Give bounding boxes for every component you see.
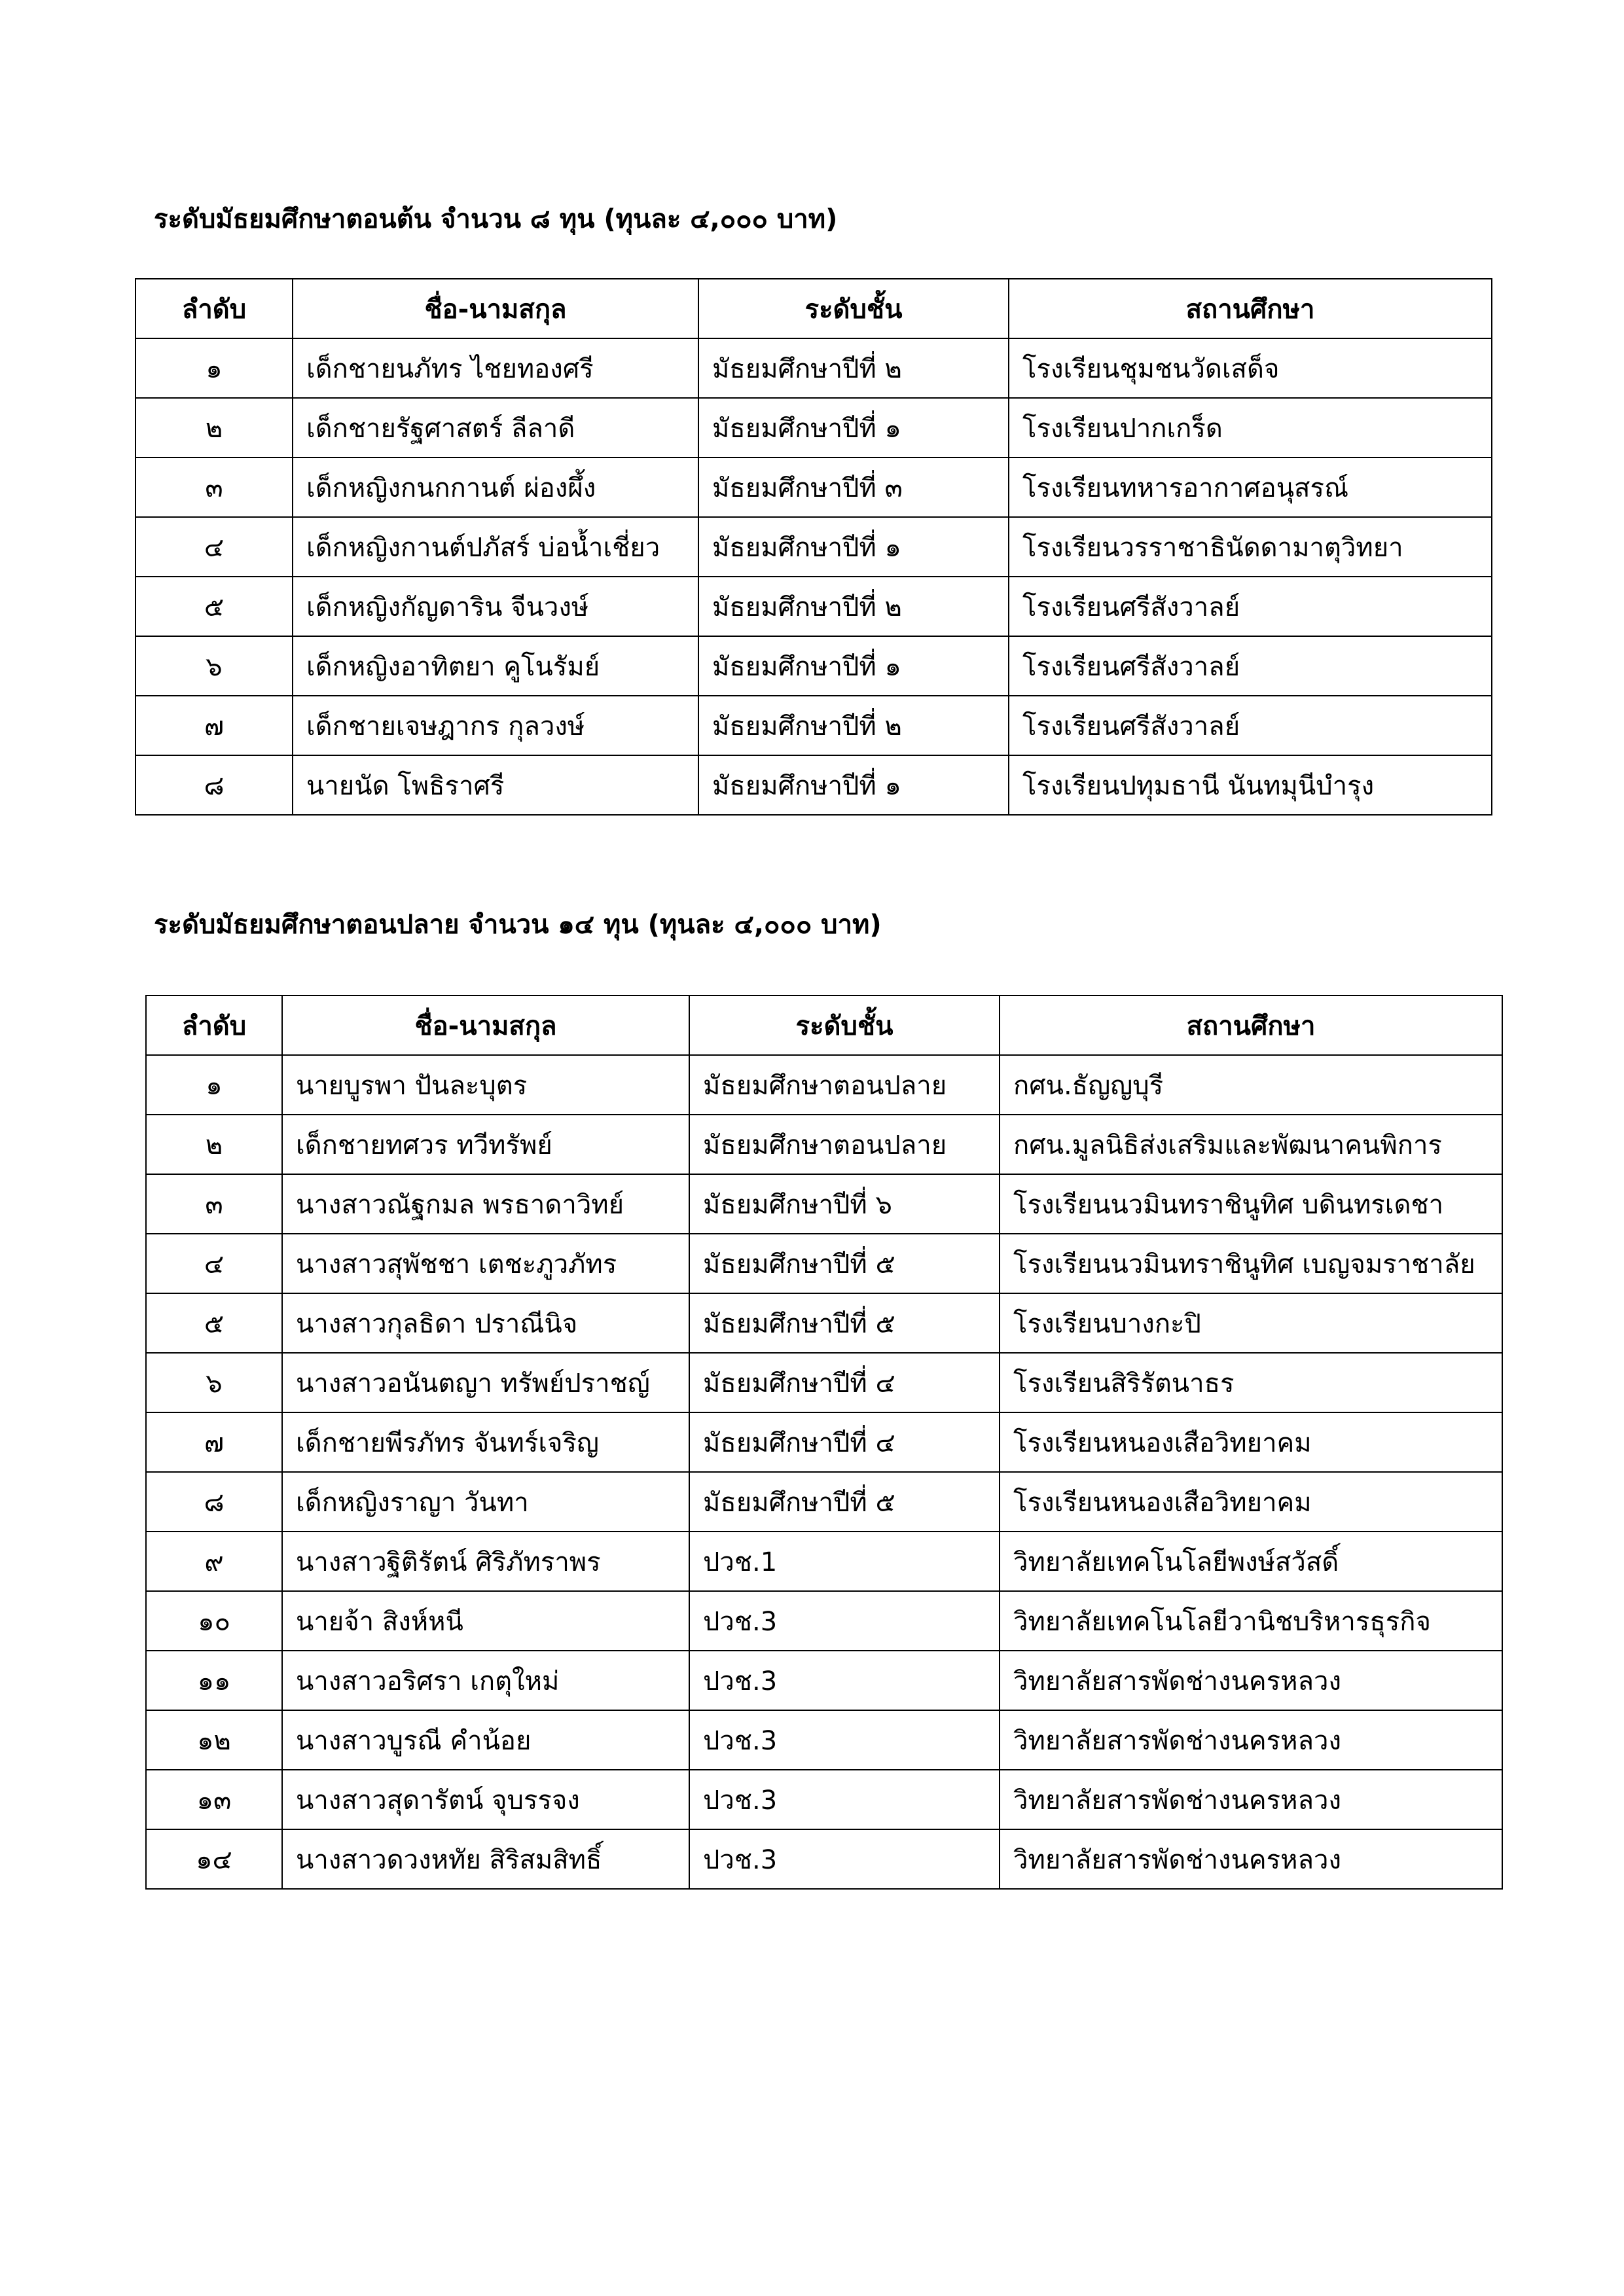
cell-name: เด็กชายเจษฎากร กุลวงษ์ <box>293 696 698 755</box>
cell-order: ๕ <box>135 577 293 636</box>
cell-name: นางสาวกุลธิดา ปราณีนิจ <box>282 1293 689 1353</box>
cell-order: ๕ <box>146 1293 282 1353</box>
cell-grade: มัธยมศึกษาปีที่ ๑ <box>698 755 1009 815</box>
cell-grade: มัธยมศึกษาปีที่ ๔ <box>689 1412 1000 1472</box>
header-name: ชื่อ-นามสกุล <box>293 279 698 338</box>
cell-name: นางสาวอนันตญา ทรัพย์ปราชญ์ <box>282 1353 689 1412</box>
cell-school: กศน.มูลนิธิส่งเสริมและพัฒนาคนพิการ <box>1000 1115 1502 1174</box>
cell-order: ๘ <box>135 755 293 815</box>
header-school: สถานศึกษา <box>1000 996 1502 1055</box>
cell-order: ๑๓ <box>146 1770 282 1829</box>
cell-grade: มัธยมศึกษาปีที่ ๕ <box>689 1234 1000 1293</box>
table-row <box>146 1829 1502 1889</box>
cell-order: ๒ <box>146 1115 282 1174</box>
table-row <box>146 1710 1502 1770</box>
cell-school: โรงเรียนหนองเสือวิทยาคม <box>1000 1472 1502 1532</box>
table-body <box>135 338 1492 815</box>
cell-school: วิทยาลัยเทคโนโลยีวานิชบริหารธุรกิจ <box>1000 1591 1502 1651</box>
header-order: ลำดับ <box>146 996 282 1055</box>
table-row <box>146 1412 1502 1472</box>
cell-order: ๑๔ <box>146 1829 282 1889</box>
cell-name: นายจ้า สิงห์หนี <box>282 1591 689 1651</box>
cell-school: โรงเรียนบางกะปิ <box>1000 1293 1502 1353</box>
cell-order: ๒ <box>135 398 293 457</box>
header-order: ลำดับ <box>135 279 293 338</box>
table-row <box>146 1293 1502 1353</box>
cell-grade: มัธยมศึกษาปีที่ ๕ <box>689 1293 1000 1353</box>
cell-school: โรงเรียนปากเกร็ด <box>1009 398 1492 457</box>
cell-school: วิทยาลัยสารพัดช่างนครหลวง <box>1000 1829 1502 1889</box>
header-school: สถานศึกษา <box>1009 279 1492 338</box>
cell-school: กศน.ธัญญบุรี <box>1000 1055 1502 1115</box>
cell-grade: มัธยมศึกษาปีที่ ๑ <box>698 517 1009 577</box>
cell-grade: มัธยมศึกษาปีที่ ๒ <box>698 577 1009 636</box>
cell-order: ๑ <box>135 338 293 398</box>
cell-name: เด็กหญิงกัญดาริน จีนวงษ์ <box>293 577 698 636</box>
cell-name: นางสาวสุพัชชา เตชะภูวภัทร <box>282 1234 689 1293</box>
cell-grade: ปวช.3 <box>689 1651 1000 1710</box>
cell-name: นายนัด โพธิราศรี <box>293 755 698 815</box>
cell-grade: มัธยมศึกษาตอนปลาย <box>689 1115 1000 1174</box>
table-row <box>135 398 1492 457</box>
cell-school: วิทยาลัยเทคโนโลยีพงษ์สวัสดิ์ <box>1000 1532 1502 1591</box>
table-row <box>135 338 1492 398</box>
cell-school: โรงเรียนทหารอากาศอนุสรณ์ <box>1009 457 1492 517</box>
table-header-row <box>135 279 1492 338</box>
cell-school: โรงเรียนสิริรัตนาธร <box>1000 1353 1502 1412</box>
cell-name: เด็กชายทศวร ทวีทรัพย์ <box>282 1115 689 1174</box>
table-row <box>135 636 1492 696</box>
cell-school: วิทยาลัยสารพัดช่างนครหลวง <box>1000 1770 1502 1829</box>
cell-name: เด็กชายพีรภัทร จันทร์เจริญ <box>282 1412 689 1472</box>
table-row <box>146 1651 1502 1710</box>
cell-order: ๑๑ <box>146 1651 282 1710</box>
table-row <box>146 1353 1502 1412</box>
table-row <box>135 755 1492 815</box>
cell-grade: ปวช.3 <box>689 1591 1000 1651</box>
cell-grade: มัธยมศึกษาปีที่ ๖ <box>689 1174 1000 1234</box>
header-grade: ระดับชั้น <box>698 279 1009 338</box>
cell-school: โรงเรียนหนองเสือวิทยาคม <box>1000 1412 1502 1472</box>
table-row <box>146 1174 1502 1234</box>
cell-name: เด็กหญิงกานต์ปภัสร์ บ่อน้ำเชี่ยว <box>293 517 698 577</box>
cell-school: โรงเรียนนวมินทราชินูทิศ บดินทรเดชา <box>1000 1174 1502 1234</box>
cell-name: เด็กหญิงกนกกานต์ ผ่องผึ้ง <box>293 457 698 517</box>
cell-school: วิทยาลัยสารพัดช่างนครหลวง <box>1000 1710 1502 1770</box>
cell-grade: ปวช.3 <box>689 1829 1000 1889</box>
cell-grade: ปวช.1 <box>689 1532 1000 1591</box>
cell-order: ๑ <box>146 1055 282 1115</box>
table-row <box>146 1770 1502 1829</box>
cell-name: นางสาวฐิติรัตน์ ศิริภัทราพร <box>282 1532 689 1591</box>
cell-order: ๓ <box>135 457 293 517</box>
cell-name: เด็กชายนภัทร ไชยทองศรี <box>293 338 698 398</box>
table-row <box>146 1532 1502 1591</box>
cell-order: ๔ <box>135 517 293 577</box>
cell-school: โรงเรียนนวมินทราชินูทิศ เบญจมราชาลัย <box>1000 1234 1502 1293</box>
cell-school: โรงเรียนศรีสังวาลย์ <box>1009 696 1492 755</box>
header-grade: ระดับชั้น <box>689 996 1000 1055</box>
cell-order: ๗ <box>146 1412 282 1472</box>
cell-school: โรงเรียนศรีสังวาลย์ <box>1009 577 1492 636</box>
table-body <box>146 1055 1502 1889</box>
cell-grade: มัธยมศึกษาปีที่ ๒ <box>698 696 1009 755</box>
table-row <box>146 1055 1502 1115</box>
cell-order: ๘ <box>146 1472 282 1532</box>
cell-grade: มัธยมศึกษาปีที่ ๒ <box>698 338 1009 398</box>
header-name: ชื่อ-นามสกุล <box>282 996 689 1055</box>
scholarship-table-upper-secondary <box>145 995 1503 1890</box>
cell-grade: มัธยมศึกษาปีที่ ๑ <box>698 398 1009 457</box>
scholarship-table-lower-secondary <box>135 278 1492 816</box>
cell-grade: มัธยมศึกษาปีที่ ๑ <box>698 636 1009 696</box>
cell-grade: ปวช.3 <box>689 1770 1000 1829</box>
cell-order: ๙ <box>146 1532 282 1591</box>
table-row <box>146 1234 1502 1293</box>
table-row <box>146 1591 1502 1651</box>
cell-order: ๗ <box>135 696 293 755</box>
cell-school: วิทยาลัยสารพัดช่างนครหลวง <box>1000 1651 1502 1710</box>
cell-order: ๑๒ <box>146 1710 282 1770</box>
cell-name: นางสาวสุดารัตน์ จุบรรจง <box>282 1770 689 1829</box>
cell-name: นางสาวบูรณี คำน้อย <box>282 1710 689 1770</box>
cell-school: โรงเรียนชุมชนวัดเสด็จ <box>1009 338 1492 398</box>
table-row <box>135 696 1492 755</box>
cell-order: ๑๐ <box>146 1591 282 1651</box>
cell-grade: มัธยมศึกษาปีที่ ๔ <box>689 1353 1000 1412</box>
cell-name: เด็กหญิงราญา วันทา <box>282 1472 689 1532</box>
cell-name: นางสาวดวงหทัย สิริสมสิทธิ์ <box>282 1829 689 1889</box>
cell-name: เด็กชายรัฐศาสตร์ ลีลาดี <box>293 398 698 457</box>
table-row <box>135 517 1492 577</box>
section-title-lower-secondary: ระดับมัธยมศึกษาตอนต้น จำนวน ๘ ทุน (ทุนละ ๔,๐๐๐ บาท) <box>154 204 838 234</box>
cell-order: ๖ <box>146 1353 282 1412</box>
cell-order: ๔ <box>146 1234 282 1293</box>
table-row <box>146 1472 1502 1532</box>
table-row <box>135 577 1492 636</box>
cell-grade: ปวช.3 <box>689 1710 1000 1770</box>
cell-name: นางสาวอริศรา เกตุใหม่ <box>282 1651 689 1710</box>
table-row <box>146 1115 1502 1174</box>
cell-grade: มัธยมศึกษาปีที่ ๕ <box>689 1472 1000 1532</box>
cell-order: ๖ <box>135 636 293 696</box>
cell-grade: มัธยมศึกษาปีที่ ๓ <box>698 457 1009 517</box>
cell-name: เด็กหญิงอาทิตยา คูโนรัมย์ <box>293 636 698 696</box>
table-header-row <box>146 996 1502 1055</box>
cell-school: โรงเรียนศรีสังวาลย์ <box>1009 636 1492 696</box>
table-row <box>135 457 1492 517</box>
cell-grade: มัธยมศึกษาตอนปลาย <box>689 1055 1000 1115</box>
cell-name: นางสาวณัฐกมล พรธาดาวิทย์ <box>282 1174 689 1234</box>
cell-name: นายบูรพา ปันละบุตร <box>282 1055 689 1115</box>
cell-school: โรงเรียนวรราชาธินัดดามาตุวิทยา <box>1009 517 1492 577</box>
cell-order: ๓ <box>146 1174 282 1234</box>
section-title-upper-secondary: ระดับมัธยมศึกษาตอนปลาย จำนวน ๑๔ ทุน (ทุนละ ๔,๐๐๐ บาท) <box>154 910 882 940</box>
cell-school: โรงเรียนปทุมธานี นันทมุนีบำรุง <box>1009 755 1492 815</box>
